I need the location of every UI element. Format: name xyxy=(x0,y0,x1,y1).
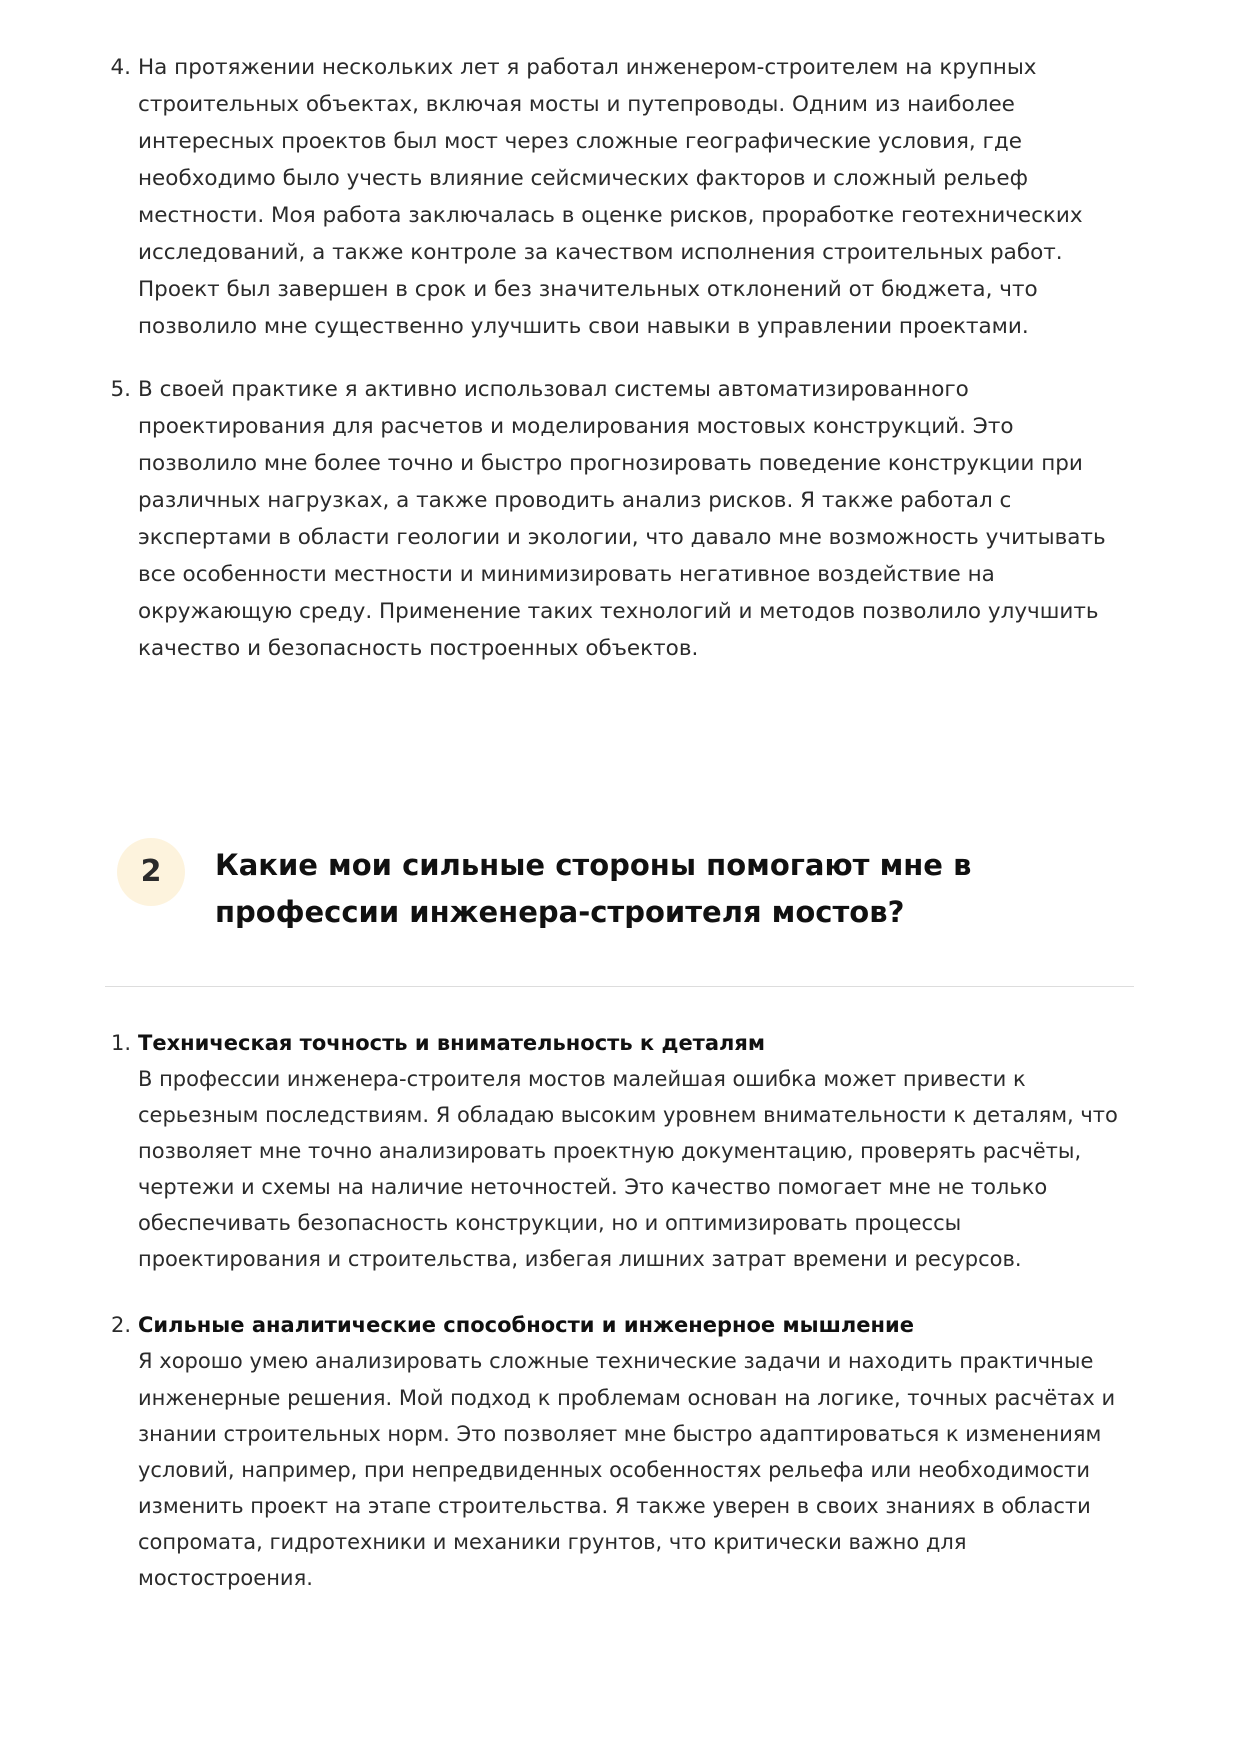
section-strengths xyxy=(105,818,1134,1597)
section-number-badge: 2 xyxy=(117,838,185,906)
list-item-marker: 5. xyxy=(110,376,131,402)
list-item-title: Сильные аналитические способности и инженерное мышление xyxy=(138,1313,915,1338)
list-item-text: В своей практике я активно использовал системы автоматизированного проектирования для расчетов и моделирования мостовых конструкций. Это позволило мне более точно и быстро прогнозировать поведение конструкции при различных нагрузках, а также проводить анализ рисков. Я также работал с экспертами в области геологии и экологии, что давало мне возможность учитывать все особенности местности и минимизировать негативное воздействие на окружающую среду. Применение таких технологий и методов позволило улучшить качество и безопасность построенных объектов. xyxy=(138,376,1106,661)
list-item xyxy=(105,50,1134,346)
experience-list xyxy=(105,50,1134,668)
strengths-list xyxy=(105,1025,1134,1597)
list-item-marker: 1. xyxy=(110,1030,131,1055)
list-item-text: Я хорошо умею анализировать сложные технические задачи и находить практичные инженерные решения. Мой подход к проблемам основан на логике, точных расчётах и знании строительных норм. Это позволяет мне быстро адаптироваться к изменениям условий, например, при непредвиденных особенностях рельефа или необходимости изменить проект на этапе строительства. Я также уверен в своих знаниях в области сопромата, гидротехники и механики грунтов, что критически важно для мостостроения. xyxy=(138,1349,1116,1591)
list-item-marker: 2. xyxy=(110,1313,131,1338)
list-item-text: На протяжении нескольких лет я работал инженером-строителем на крупных строительных объектах, включая мосты и путепроводы. Одним из наиболее интересных проектов был мост через сложные географические условия, где необходимо было учесть влияние сейсмических факторов и сложный рельеф местности. Моя работа заключалась в оценке рисков, проработке геотехнических исследований, а также контроле за качеством исполнения строительных работ. Проект был завершен в срок и без значительных отклонений от бюджета, что позволило мне существенно улучшить свои навыки в управлении проектами. xyxy=(138,55,1083,339)
list-item-title: Техническая точность и внимательность к деталям xyxy=(138,1030,766,1055)
section-header xyxy=(105,818,1134,987)
list-item-marker: 4. xyxy=(110,55,131,80)
list-item xyxy=(105,372,1134,668)
list-item-text: В профессии инженера-строителя мостов малейшая ошибка может привести к серьезным последствиям. Я обладаю высоким уровнем внимательности к деталям, что позволяет мне точно анализировать проектную документацию, проверять расчёты, чертежи и схемы на наличие неточностей. Это качество помогает мне не только обеспечивать безопасность конструкции, но и оптимизировать процессы проектирования и строительства, избегая лишних затрат времени и ресурсов. xyxy=(138,1066,1118,1272)
list-item xyxy=(105,1307,1134,1596)
page-title: Какие мои сильные стороны помогают мне в профессии инженера-строителя мостов? xyxy=(215,847,972,929)
list-item xyxy=(105,1025,1134,1278)
